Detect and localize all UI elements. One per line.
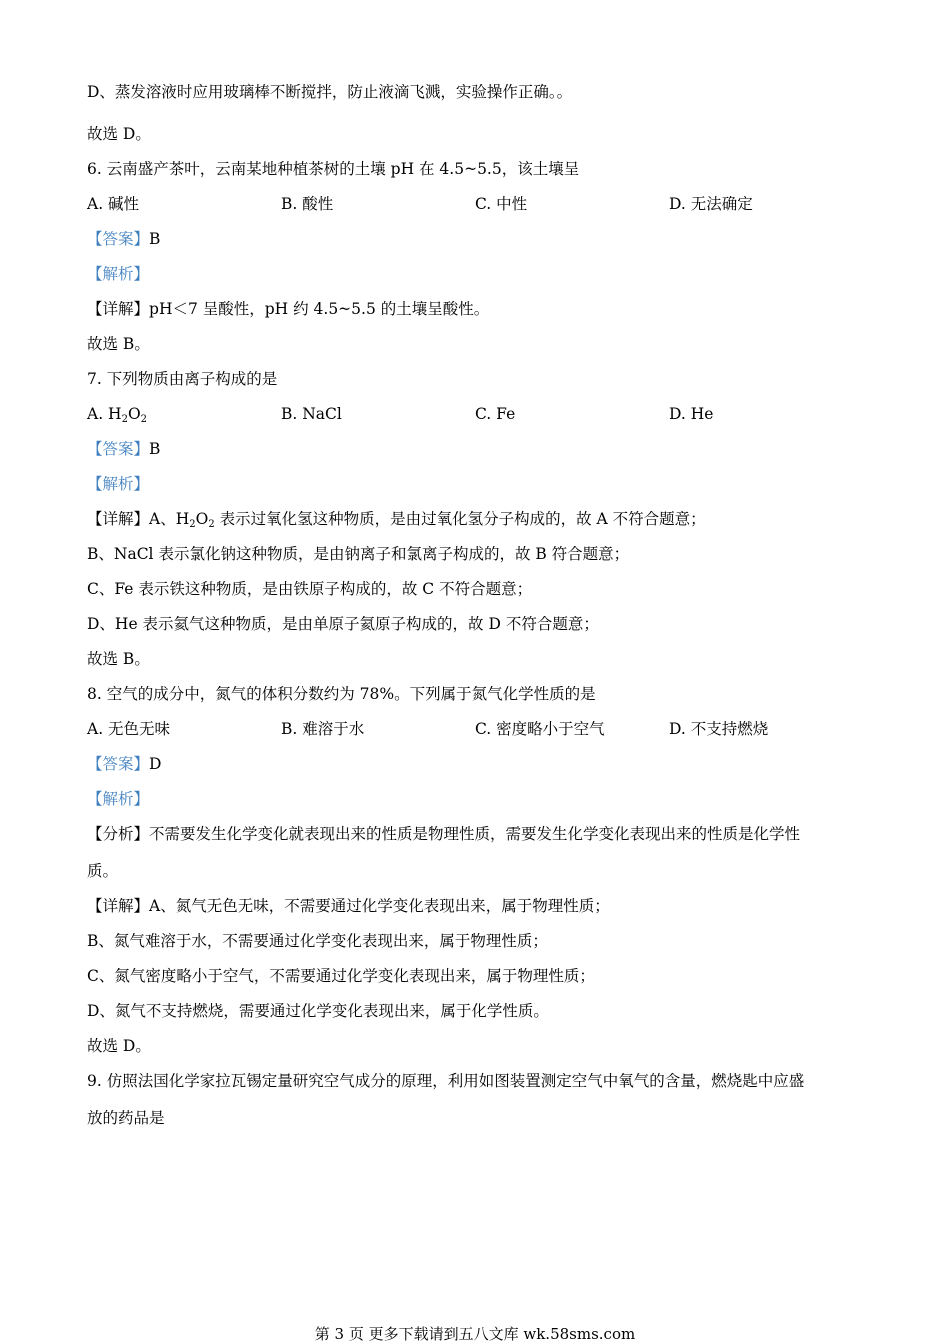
q6-detail [87,299,489,319]
question-8: 8. 空气的成分中，氮气的体积分数约为 78%。下列属于氮气化学性质的是 [87,685,596,703]
q7-option-c: C. Fe [475,405,516,423]
q6-analysis-label: 【解析】 [87,265,150,283]
q8-conclusion: 故选 D。 [87,1037,151,1055]
q8-analysis-label: 【解析】 [87,790,150,808]
q8-fenxi: 【分析】不需要发生化学变化就表现出来的性质是物理性质，需要发生化学变化表现出来的性质是化学性 [87,825,801,843]
question-9-cont: 放的药品是 [87,1109,165,1127]
q8-detail-c: C、氮气密度略小于空气，不需要通过化学变化表现出来，属于物理性质； [87,967,595,985]
q7-answer [87,439,160,459]
detail-label: 【详解】 [87,300,150,318]
q8-answer [87,754,161,774]
q7-analysis-label: 【解析】 [87,475,150,493]
q6-option-b: B. 酸性 [281,195,334,213]
question-6: 6. 云南盛产茶叶，云南某地种植茶树的土壤 pH 在 4.5~5.5，该土壤呈 [87,160,580,178]
detail-text: pH＜7 呈酸性，pH 约 4.5~5.5 的土壤呈酸性。 [149,300,490,318]
q8-option-a: A. 无色无味 [87,720,171,738]
q7-detail-b: B、NaCl 表示氯化钠这种物质，是由钠离子和氯离子构成的，故 B 符合题意； [87,545,630,563]
q8-detail: 【详解】A、氮气无色无味，不需要通过化学变化表现出来，属于物理性质； [87,897,610,915]
q7-detail: 【详解】A、$H_2O_2$ 表示过氧化氢这种物质，是由过氧化氢分子构成的，故 A 不符合题意； [87,510,706,530]
q6-option-c: C. 中性 [475,195,528,213]
detail-label: 【详解】 [87,897,150,915]
q6-option-a: A. 碱性 [87,195,140,213]
page-footer: 第 3 页 更多下载请到五八文库 wk.58sms.com [314,1325,636,1343]
q6-answer [87,229,160,249]
q8-detail-b: B、氮气难溶于水，不需要通过化学变化表现出来，属于物理性质； [87,932,548,950]
question-7: 7. 下列物质由离子构成的是 [87,370,278,388]
q8-detail-d: D、氮气不支持燃烧，需要通过化学变化表现出来，属于化学性质。 [87,1002,549,1020]
q8-option-d: D. 不支持燃烧 [669,720,769,738]
answer-value: D [149,755,162,773]
q8-option-c: C. 密度略小于空气 [475,720,605,738]
q6-option-d: D. 无法确定 [669,195,753,213]
conclusion-line: 故选 D。 [87,125,151,143]
q8-option-b: B. 难溶于水 [281,720,365,738]
q7-option-a: A. $H_2O_2$ [87,405,148,425]
q6-conclusion: 故选 B。 [87,335,150,353]
q8-fenxi-cont: 质。 [87,862,119,880]
q7-conclusion: 故选 B。 [87,650,150,668]
q7-option-d: D. He [669,405,714,423]
detail-label: 【详解】 [87,510,150,528]
q7-detail-c: C、Fe 表示铁这种物质，是由铁原子构成的，故 C 不符合题意； [87,580,533,598]
answer-label: 【答案】 [87,230,150,248]
answer-label: 【答案】 [87,440,150,458]
q7-option-b: B. NaCl [281,405,342,423]
question-9: 9. 仿照法国化学家拉瓦锡定量研究空气成分的原理，利用如图装置测定空气中氧气的含量，燃烧匙中应盛 [87,1072,805,1090]
answer-value: B [149,440,161,458]
answer-value: B [149,230,161,248]
answer-label: 【答案】 [87,755,150,773]
q7-detail-d: D、He 表示氦气这种物质，是由单原子氦原子构成的，故 D 不符合题意； [87,615,599,633]
fenxi-label: 【分析】 [87,825,150,843]
text-line: D、蒸发溶液时应用玻璃棒不断搅拌，防止液滴飞溅，实验操作正确。。 [87,83,573,101]
